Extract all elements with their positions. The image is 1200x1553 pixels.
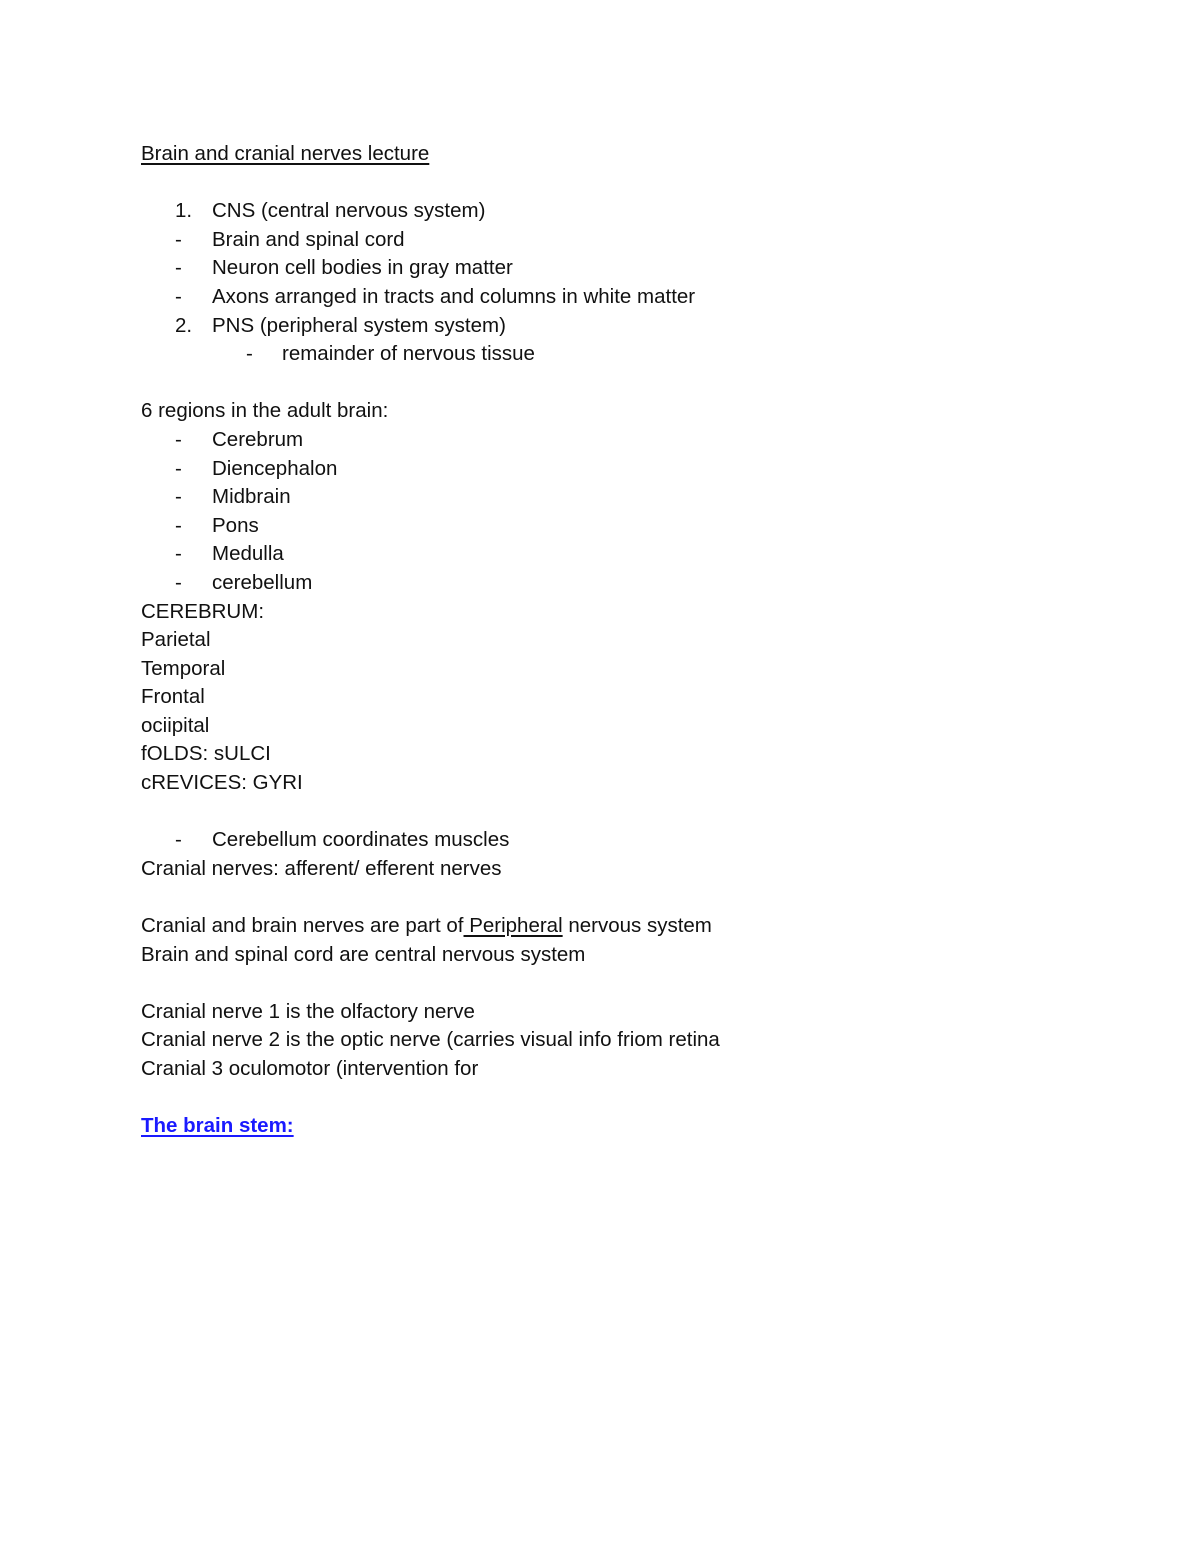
list-item-text: Neuron cell bodies in gray matter <box>212 256 513 280</box>
list-item-text: CNS (central nervous system) <box>212 199 486 223</box>
bullet-item <box>141 512 1121 541</box>
list-item-text: Diencephalon <box>212 456 338 480</box>
text-line: Cranial nerve 1 is the olfactory nerve <box>141 999 475 1023</box>
bullet-dash: - <box>175 256 182 280</box>
bullet-item <box>141 226 1121 255</box>
list-number: 2. <box>175 313 193 337</box>
text-run: Cranial and brain nerves are part of <box>141 914 464 938</box>
list-item-text: PNS (peripheral system system) <box>212 313 506 337</box>
text-line: Cranial 3 oculomotor (intervention for <box>141 1057 479 1080</box>
blank-line <box>141 969 1121 998</box>
blank-line <box>141 883 1121 912</box>
bullet-dash: - <box>175 542 182 566</box>
bullet-item <box>141 569 1121 598</box>
underlined-term: Peripheral <box>463 914 563 938</box>
nested-bullet-item <box>141 340 1121 369</box>
cerebrum-heading: CEREBRUM: <box>141 599 265 623</box>
blank-line <box>141 798 1121 827</box>
list-item-text: Cerebrum <box>212 427 304 451</box>
brain-stem-heading: The brain stem: <box>141 1114 294 1138</box>
bullet-item <box>141 483 1121 512</box>
list-item-text: Pons <box>212 513 259 537</box>
text-line <box>141 912 1121 941</box>
bullet-dash: - <box>175 570 182 594</box>
bullet-item <box>141 254 1121 283</box>
list-item-text: Brain and spinal cord <box>212 227 405 251</box>
bullet-item <box>141 283 1121 312</box>
bullet-item <box>141 826 1121 855</box>
bullet-item <box>141 426 1121 455</box>
text-line: Cranial nerves: afferent/ efferent nerves <box>141 856 502 880</box>
bullet-item <box>141 455 1121 484</box>
text-line: ociipital <box>141 713 210 737</box>
numbered-item-pns <box>141 312 1121 341</box>
bullet-dash: - <box>175 513 182 537</box>
blank-line <box>141 169 1121 198</box>
text-line: fOLDS: sULCI <box>141 742 271 766</box>
bullet-dash: - <box>175 485 182 509</box>
text-line: cREVICES: GYRI <box>141 771 303 795</box>
document-title: Brain and cranial nerves lecture <box>141 142 430 165</box>
bullet-dash: - <box>175 828 182 852</box>
list-item-text: Medulla <box>212 542 284 566</box>
bullet-dash: - <box>175 227 182 251</box>
bullet-dash: - <box>175 284 182 308</box>
brain-stem-heading-line <box>141 1112 1121 1141</box>
bullet-dash: - <box>246 342 253 366</box>
list-number: 1. <box>175 199 193 223</box>
text-line: Brain and spinal cord are central nervous system <box>141 942 586 966</box>
text-run: nervous system <box>562 914 712 938</box>
list-item-text: remainder of nervous tissue <box>282 342 535 366</box>
bullet-item <box>141 540 1121 569</box>
list-item-text: Axons arranged in tracts and columns in white matter <box>212 284 696 308</box>
list-item-text: cerebellum <box>212 570 313 594</box>
list-item-text: Cerebellum coordinates muscles <box>212 828 510 852</box>
bullet-dash: - <box>175 427 182 451</box>
blank-line <box>141 369 1121 398</box>
numbered-item-cns <box>141 197 1121 226</box>
text-line: Frontal <box>141 685 205 709</box>
text-line: Parietal <box>141 628 211 652</box>
document-body <box>141 140 1121 1141</box>
list-item-text: Midbrain <box>212 485 291 509</box>
blank-line <box>141 1084 1121 1113</box>
regions-heading: 6 regions in the adult brain: <box>141 399 389 423</box>
bullet-dash: - <box>175 456 182 480</box>
text-line: Temporal <box>141 656 226 680</box>
text-line: Cranial nerve 2 is the optic nerve (carries visual info friom retina <box>141 1028 720 1052</box>
